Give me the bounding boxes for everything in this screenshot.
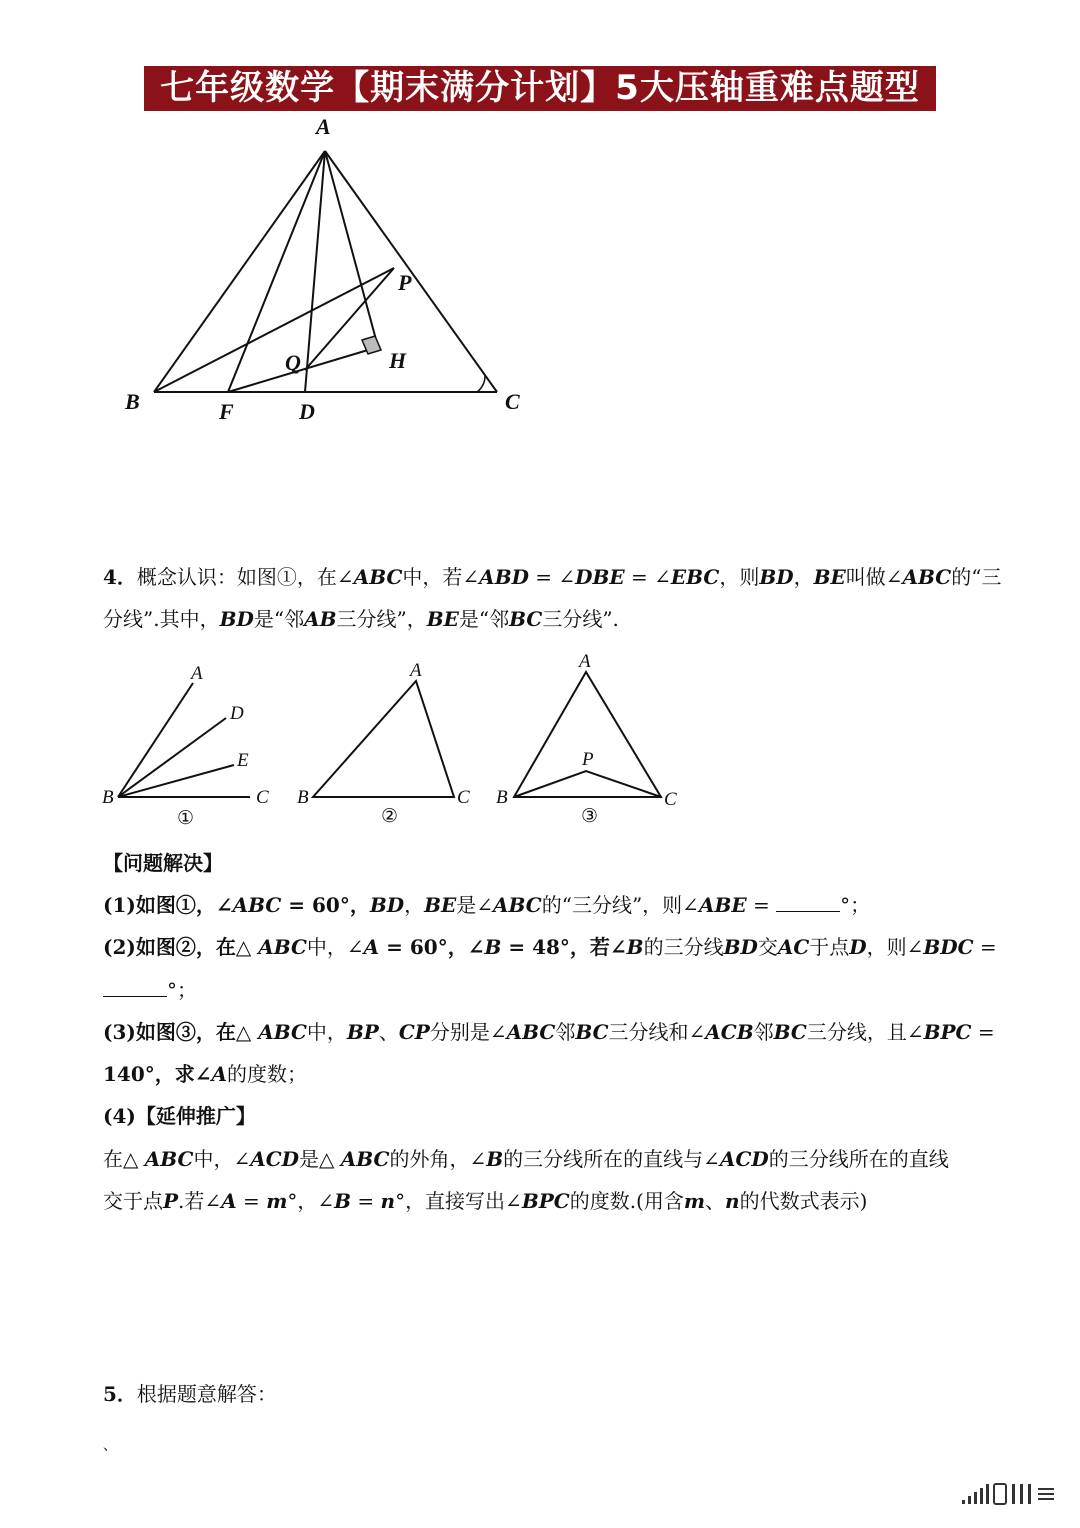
point-label-B: B	[125, 389, 140, 414]
fig2-label-A: A	[410, 660, 422, 681]
point-label-Q: Q	[285, 350, 301, 375]
section-heading: 【问题解决】	[103, 851, 223, 875]
answer-blank-1[interactable]	[776, 893, 840, 912]
fig2-label-C: C	[457, 787, 470, 808]
fig3-label-P: P	[582, 749, 594, 770]
part4-line1: 在△ ABC中，∠ACD是△ ABC的外角，∠B的三分线所在的直线与∠ACD的三分线所在的直线	[103, 1147, 949, 1171]
part3-line2: 140°，求∠A的度数；	[103, 1062, 308, 1086]
fig3-label-C: C	[664, 789, 677, 810]
part4-line2: 交于点P.若∠A = m°，∠B = n°，直接写出∠BPC的度数.(用含m、n的代数式表示)	[103, 1189, 868, 1213]
part1-line: (1)如图①，∠ABC = 60°，BD，BE是∠ABC的“三分线”，则∠ABE = °；	[103, 893, 871, 917]
fig2-caption: ②	[381, 805, 399, 827]
part2-line1: (2)如图②，在△ ABC中，∠A = 60°，∠B = 48°，若∠B的三分线BD交AC于点D，则∠BDC =	[103, 935, 997, 959]
page-title-banner: 七年级数学【期末满分计划】5大压轴重难点题型	[144, 66, 936, 111]
point-label-C: C	[505, 389, 520, 414]
point-label-H: H	[389, 348, 407, 373]
point-label-P: P	[398, 270, 412, 295]
fig3-segments-BPC	[514, 771, 661, 797]
q4-intro-line1: 4．概念认识：如图①，在∠ABC中，若∠ABD = ∠DBE = ∠EBC，则BD，BE叫做∠ABC的“三	[103, 565, 1002, 589]
point-label-F: F	[219, 399, 234, 424]
fig1-label-B: B	[102, 787, 114, 808]
point-label-A: A	[316, 114, 331, 139]
fig3-label-B: B	[496, 787, 508, 808]
q4-intro-line2: 分线”.其中，BD是“邻AB三分线”，BE是“邻BC三分线”.	[103, 607, 619, 631]
fig1-caption: ①	[177, 807, 195, 829]
part3-line1: (3)如图③，在△ ABC中，BP、CP分别是∠ABC邻BC三分线和∠ACB邻BC三分线，且∠BPC =	[103, 1020, 995, 1044]
fig1-label-A: A	[191, 663, 203, 684]
q5-mark: 、	[103, 1438, 117, 1454]
part2-line2: °；	[103, 976, 197, 1004]
fig3-caption: ③	[581, 805, 599, 827]
fig3-triangle-ABC	[514, 672, 661, 797]
signal-bars-icon	[960, 1478, 1060, 1506]
fig1-ray-BD	[118, 718, 226, 797]
point-label-D: D	[299, 399, 315, 424]
q5-line: 5．根据题意解答：	[103, 1382, 277, 1406]
fig1-label-D: D	[230, 703, 244, 724]
fig1-label-C: C	[256, 787, 269, 808]
fig3-label-A: A	[579, 651, 591, 672]
fig2-triangle-ABC	[313, 681, 454, 797]
part4-heading: (4)【延伸推广】	[103, 1104, 256, 1128]
fig2-label-B: B	[297, 787, 309, 808]
fig1-label-E: E	[237, 750, 249, 771]
answer-blank-2[interactable]	[103, 978, 167, 997]
